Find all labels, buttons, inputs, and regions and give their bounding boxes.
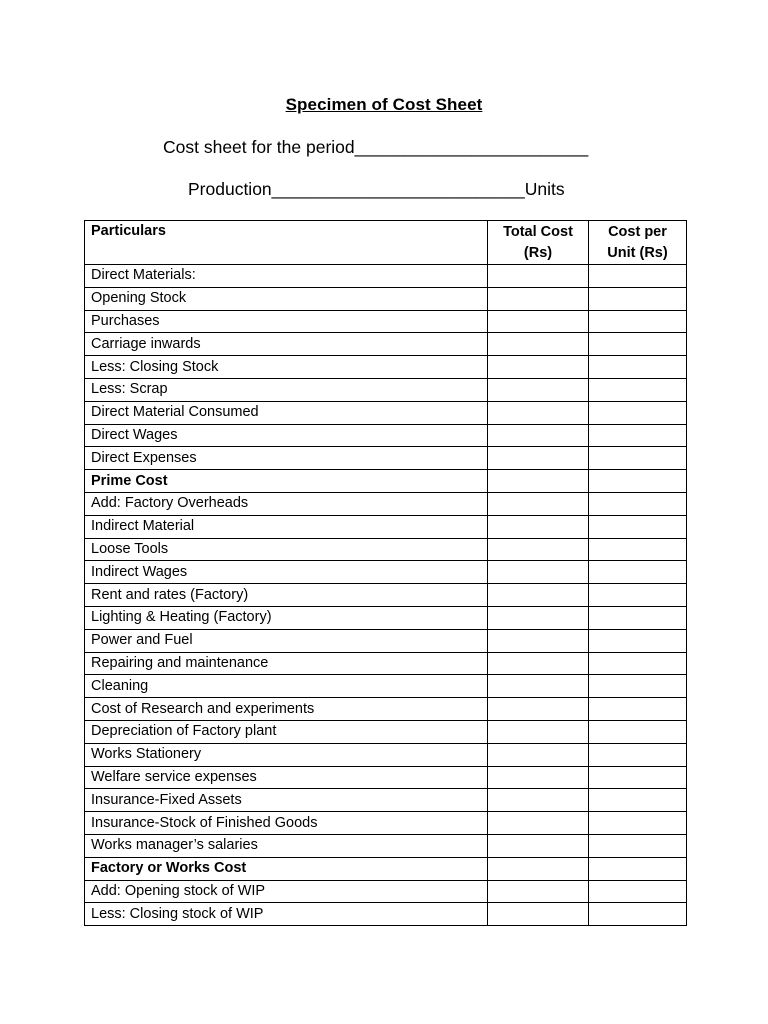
row-total-cost-cell[interactable] xyxy=(488,675,589,698)
row-cost-per-unit-cell[interactable] xyxy=(589,356,687,379)
row-cost-per-unit-cell[interactable] xyxy=(589,401,687,424)
row-total-cost-cell[interactable] xyxy=(488,606,589,629)
row-cost-per-unit-cell[interactable] xyxy=(589,880,687,903)
table-row xyxy=(85,766,687,789)
table-row xyxy=(85,287,687,310)
header-cost-per-unit: Cost per Unit (Rs) xyxy=(589,221,687,265)
table-row xyxy=(85,743,687,766)
page-title: Specimen of Cost Sheet xyxy=(285,95,483,114)
row-total-cost-cell[interactable] xyxy=(488,333,589,356)
row-particulars: Direct Material Consumed xyxy=(85,401,488,424)
row-cost-per-unit-cell[interactable] xyxy=(589,857,687,880)
row-cost-per-unit-cell[interactable] xyxy=(589,378,687,401)
row-cost-per-unit-cell[interactable] xyxy=(589,720,687,743)
row-total-cost-cell[interactable] xyxy=(488,812,589,835)
row-total-cost-cell[interactable] xyxy=(488,720,589,743)
row-particulars: Welfare service expenses xyxy=(85,766,488,789)
row-cost-per-unit-cell[interactable] xyxy=(589,698,687,721)
table-row xyxy=(85,333,687,356)
row-cost-per-unit-cell[interactable] xyxy=(589,265,687,288)
row-total-cost-cell[interactable] xyxy=(488,356,589,379)
row-particulars: Repairing and maintenance xyxy=(85,652,488,675)
table-row xyxy=(85,698,687,721)
row-cost-per-unit-cell[interactable] xyxy=(589,584,687,607)
table-row xyxy=(85,675,687,698)
table-row xyxy=(85,538,687,561)
header-total-cost: Total Cost (Rs) xyxy=(488,221,589,265)
row-cost-per-unit-cell[interactable] xyxy=(589,629,687,652)
table-row xyxy=(85,789,687,812)
row-cost-per-unit-cell[interactable] xyxy=(589,743,687,766)
row-total-cost-cell[interactable] xyxy=(488,880,589,903)
row-particulars: Lighting & Heating (Factory) xyxy=(85,606,488,629)
row-cost-per-unit-cell[interactable] xyxy=(589,470,687,493)
table-row xyxy=(85,880,687,903)
row-particulars: Power and Fuel xyxy=(85,629,488,652)
row-total-cost-cell[interactable] xyxy=(488,310,589,333)
row-cost-per-unit-cell[interactable] xyxy=(589,766,687,789)
row-total-cost-cell[interactable] xyxy=(488,447,589,470)
row-particulars: Less: Scrap xyxy=(85,378,488,401)
table-body xyxy=(85,265,687,926)
row-particulars: Cost of Research and experiments xyxy=(85,698,488,721)
row-particulars: Prime Cost xyxy=(85,470,488,493)
table-row xyxy=(85,401,687,424)
row-total-cost-cell[interactable] xyxy=(488,789,589,812)
row-cost-per-unit-cell[interactable] xyxy=(589,834,687,857)
row-total-cost-cell[interactable] xyxy=(488,903,589,926)
row-total-cost-cell[interactable] xyxy=(488,698,589,721)
row-particulars: Works Stationery xyxy=(85,743,488,766)
row-total-cost-cell[interactable] xyxy=(488,743,589,766)
row-total-cost-cell[interactable] xyxy=(488,584,589,607)
table-row xyxy=(85,356,687,379)
row-particulars: Carriage inwards xyxy=(85,333,488,356)
row-cost-per-unit-cell[interactable] xyxy=(589,515,687,538)
row-particulars: Cleaning xyxy=(85,675,488,698)
row-total-cost-cell[interactable] xyxy=(488,287,589,310)
row-particulars: Depreciation of Factory plant xyxy=(85,720,488,743)
row-total-cost-cell[interactable] xyxy=(488,629,589,652)
row-particulars: Less: Closing stock of WIP xyxy=(85,903,488,926)
table-row xyxy=(85,584,687,607)
row-particulars: Loose Tools xyxy=(85,538,488,561)
row-cost-per-unit-cell[interactable] xyxy=(589,903,687,926)
row-particulars: Add: Opening stock of WIP xyxy=(85,880,488,903)
row-particulars: Direct Materials: xyxy=(85,265,488,288)
row-cost-per-unit-cell[interactable] xyxy=(589,424,687,447)
row-particulars: Add: Factory Overheads xyxy=(85,492,488,515)
row-particulars: Less: Closing Stock xyxy=(85,356,488,379)
row-total-cost-cell[interactable] xyxy=(488,378,589,401)
row-cost-per-unit-cell[interactable] xyxy=(589,652,687,675)
row-total-cost-cell[interactable] xyxy=(488,652,589,675)
table-header xyxy=(85,221,687,265)
table-row xyxy=(85,470,687,493)
row-particulars: Works manager’s salaries xyxy=(85,834,488,857)
row-total-cost-cell[interactable] xyxy=(488,834,589,857)
table-row xyxy=(85,310,687,333)
row-total-cost-cell[interactable] xyxy=(488,424,589,447)
period-line: Cost sheet for the period________________________ xyxy=(163,137,589,157)
row-total-cost-cell[interactable] xyxy=(488,492,589,515)
row-particulars: Purchases xyxy=(85,310,488,333)
row-total-cost-cell[interactable] xyxy=(488,538,589,561)
row-particulars: Direct Expenses xyxy=(85,447,488,470)
row-total-cost-cell[interactable] xyxy=(488,265,589,288)
table-row xyxy=(85,492,687,515)
production-line: Production__________________________Units xyxy=(188,179,565,199)
row-cost-per-unit-cell[interactable] xyxy=(589,675,687,698)
row-cost-per-unit-cell[interactable] xyxy=(589,492,687,515)
header-particulars: Particulars xyxy=(85,221,488,265)
row-total-cost-cell[interactable] xyxy=(488,401,589,424)
row-cost-per-unit-cell[interactable] xyxy=(589,287,687,310)
row-particulars: Opening Stock xyxy=(85,287,488,310)
row-cost-per-unit-cell[interactable] xyxy=(589,538,687,561)
table-row xyxy=(85,606,687,629)
row-total-cost-cell[interactable] xyxy=(488,766,589,789)
table-row xyxy=(85,720,687,743)
table-row xyxy=(85,857,687,880)
row-cost-per-unit-cell[interactable] xyxy=(589,561,687,584)
table-row xyxy=(85,812,687,835)
table-row xyxy=(85,265,687,288)
table-row xyxy=(85,903,687,926)
table-row xyxy=(85,834,687,857)
row-total-cost-cell[interactable] xyxy=(488,857,589,880)
row-particulars: Indirect Material xyxy=(85,515,488,538)
table-row xyxy=(85,515,687,538)
row-cost-per-unit-cell[interactable] xyxy=(589,606,687,629)
row-particulars: Indirect Wages xyxy=(85,561,488,584)
row-particulars: Factory or Works Cost xyxy=(85,857,488,880)
row-cost-per-unit-cell[interactable] xyxy=(589,333,687,356)
table-row xyxy=(85,629,687,652)
table-row xyxy=(85,561,687,584)
row-total-cost-cell[interactable] xyxy=(488,561,589,584)
row-cost-per-unit-cell[interactable] xyxy=(589,310,687,333)
table-row xyxy=(85,378,687,401)
table-row xyxy=(85,424,687,447)
row-particulars: Insurance-Fixed Assets xyxy=(85,789,488,812)
row-cost-per-unit-cell[interactable] xyxy=(589,812,687,835)
header-row xyxy=(85,221,687,265)
table-row xyxy=(85,447,687,470)
row-cost-per-unit-cell[interactable] xyxy=(589,447,687,470)
row-total-cost-cell[interactable] xyxy=(488,470,589,493)
row-total-cost-cell[interactable] xyxy=(488,515,589,538)
row-particulars: Direct Wages xyxy=(85,424,488,447)
row-particulars: Insurance-Stock of Finished Goods xyxy=(85,812,488,835)
cost-sheet-table xyxy=(84,220,687,926)
row-particulars: Rent and rates (Factory) xyxy=(85,584,488,607)
table-row xyxy=(85,652,687,675)
row-cost-per-unit-cell[interactable] xyxy=(589,789,687,812)
